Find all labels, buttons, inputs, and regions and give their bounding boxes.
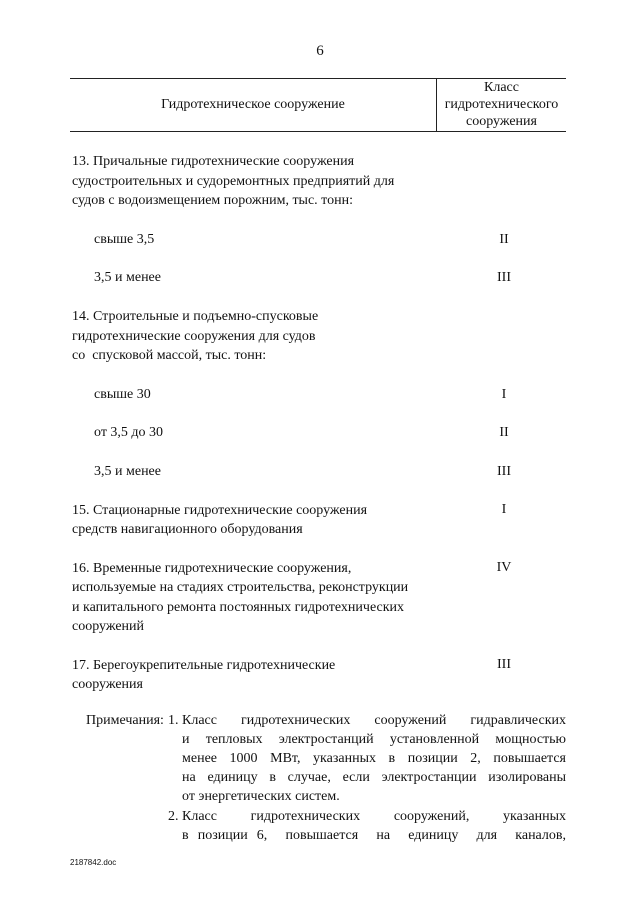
note-line: и тепловых электростанций установленной мощностью	[182, 732, 566, 747]
item-16-line: сооружений	[72, 619, 145, 634]
item-16-line: 16. Временные гидротехнические сооружения,	[72, 561, 352, 576]
header-class-line: Класс	[484, 80, 519, 95]
header-class-column	[437, 79, 566, 130]
item-14-subitem-label: свыше 30	[94, 387, 151, 402]
footer-filename: 2187842.doc	[70, 858, 117, 867]
item-15-line: средств навигационного оборудования	[72, 522, 303, 537]
table-header-rule	[70, 131, 566, 132]
item-16-line: используемые на стадиях строительства, реконструкции	[72, 580, 409, 595]
header-structure-column: Гидротехническое сооружение	[161, 97, 345, 112]
item-14-subitem-class: II	[499, 425, 509, 440]
item-16-class: IV	[496, 560, 512, 575]
item-14-subitem-class: III	[497, 464, 511, 479]
header-class-line: гидротехнического	[444, 97, 559, 112]
item-14-subitem-class: I	[501, 387, 507, 402]
item-13-subitem-label: свыше 3,5	[94, 232, 155, 247]
item-13-subitem-class: II	[499, 232, 509, 247]
note-line: на единицу в случае, если электростанции изолированы	[182, 770, 566, 785]
notes-label: Примечания:	[86, 713, 164, 728]
item-16-line: и капитального ремонта постоянных гидротехнических	[72, 600, 405, 615]
header-class-line: сооружения	[466, 114, 537, 129]
item-14-line: со спусковой массой, тыс. тонн:	[72, 348, 267, 363]
note-2	[168, 807, 566, 845]
note-line: Класс гидротехнических сооружений гидравлических	[182, 713, 566, 728]
item-17-line: сооружения	[72, 677, 143, 692]
note-number: 2.	[168, 809, 179, 824]
item-17-line: 17. Берегоукрепительные гидротехнические	[72, 658, 336, 673]
note-line: Класс гидротехнических сооружений, указанных	[182, 809, 566, 824]
item-15-line: 15. Стационарные гидротехнические сооружения	[72, 503, 368, 518]
item-13-line: судов с водоизмещением порожним, тыс. тонн:	[72, 193, 353, 208]
note-number: 1.	[168, 713, 179, 728]
item-13-line: судостроительных и судоремонтных предприятий для	[72, 174, 395, 189]
item-14-subitem-label: 3,5 и менее	[94, 464, 161, 479]
item-15-class: I	[501, 502, 507, 517]
item-14-line: 14. Строительные и подъемно-спусковые	[72, 309, 319, 324]
item-14-line: гидротехнические сооружения для судов	[72, 329, 316, 344]
note-line: менее 1000 МВт, указанных в позиции 2, повышается	[182, 751, 566, 766]
note-line: в позиции 6, повышается на единицу для каналов,	[182, 828, 566, 843]
note-1	[168, 711, 566, 806]
item-17-class: III	[497, 657, 511, 672]
page-number: 6	[316, 43, 324, 59]
item-13-line: 13. Причальные гидротехнические сооружения	[72, 154, 355, 169]
item-13-subitem-class: III	[497, 270, 511, 285]
item-14-subitem-label: от 3,5 до 30	[94, 425, 164, 440]
item-13-subitem-label: 3,5 и менее	[94, 270, 161, 285]
note-line: от энергетических систем.	[182, 789, 340, 804]
